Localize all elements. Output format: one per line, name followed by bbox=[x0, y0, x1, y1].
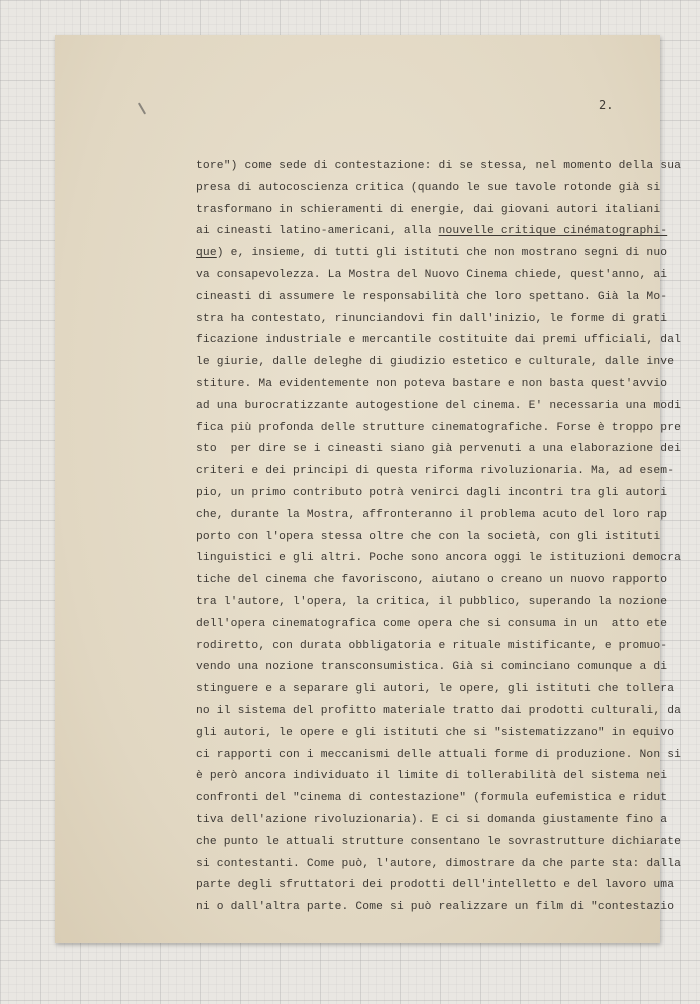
text-line bbox=[196, 439, 696, 461]
text-line bbox=[196, 265, 696, 287]
text-segment: no il sistema del profitto materiale tratto dai prodotti culturali, da bbox=[196, 704, 682, 717]
text-line bbox=[196, 745, 696, 767]
text-line bbox=[196, 243, 696, 265]
text-segment: linguistici e gli altri. Poche sono ancora oggi le istituzioni democra bbox=[196, 552, 682, 565]
text-segment: vendo una nozione transconsumistica. Già si cominciano comunque a di bbox=[196, 661, 668, 674]
text-line bbox=[196, 723, 696, 745]
text-segment: tiche del cinema che favoriscono, aiutano o creano un nuovo rapporto bbox=[196, 574, 668, 587]
text-line bbox=[196, 548, 696, 570]
text-segment: ci rapporti con i meccanismi delle attuali forme di produzione. Non si bbox=[196, 748, 682, 761]
text-segment: parte degli sfruttatori dei prodotti dell'intelletto e del lavoro uma bbox=[196, 879, 675, 892]
text-segment: è però ancora individuato il limite di tollerabilità del sistema nei bbox=[196, 770, 668, 783]
text-segment: le giurie, dalle deleghe di giudizio estetico e culturale, dalle inve bbox=[196, 356, 675, 369]
text-segment: cineasti di assumere le responsabilità che loro spettano. Già la Mo- bbox=[196, 290, 668, 303]
text-line bbox=[196, 701, 696, 723]
text-segment: ) e, insieme, di tutti gli istituti che non mostrano segni di nuo bbox=[216, 247, 668, 260]
text-line bbox=[196, 636, 696, 658]
text-line bbox=[196, 527, 696, 549]
text-line bbox=[196, 330, 696, 352]
text-line bbox=[196, 396, 696, 418]
text-segment: dell'opera cinematografica come opera che si consuma in un atto ete bbox=[196, 617, 668, 630]
text-line bbox=[196, 897, 696, 919]
text-line bbox=[196, 461, 696, 483]
text-segment: va consapevolezza. La Mostra del Nuovo Cinema chiede, quest'anno, ai bbox=[196, 268, 668, 281]
typewritten-text bbox=[196, 156, 696, 919]
text-segment: presa di autocoscienza critica (quando le sue tavole rotonde già si bbox=[196, 181, 661, 194]
text-line bbox=[196, 788, 696, 810]
text-segment: porto con l'opera stessa oltre che con la società, con gli istituti bbox=[196, 530, 661, 543]
text-line bbox=[196, 418, 696, 440]
text-line bbox=[196, 221, 696, 243]
text-segment: gli autori, le opere e gli istituti che si "sistematizzano" in equivo bbox=[196, 726, 675, 739]
typed-page bbox=[55, 35, 682, 943]
text-line bbox=[196, 810, 696, 832]
text-line bbox=[196, 766, 696, 788]
text-segment: tore") come sede di contestazione: di se stessa, nel momento della sua bbox=[196, 160, 682, 172]
text-segment: sto per dire se i cineasti siano già pervenuti a una elaborazione dei bbox=[196, 443, 682, 456]
text-segment: pio, un primo contributo potrà venirci dagli incontri tra gli autori bbox=[196, 486, 668, 499]
text-segment: stra ha contestato, rinunciandovi fin dall'inizio, le forme di grati bbox=[196, 312, 668, 325]
text-line bbox=[196, 309, 696, 331]
pencil-mark bbox=[138, 102, 146, 114]
text-line bbox=[196, 832, 696, 854]
text-line bbox=[196, 352, 696, 374]
text-segment: trasformano in schieramenti di energie, dai giovani autori italiani bbox=[196, 203, 661, 216]
text-segment: tra l'autore, l'opera, la critica, il pubblico, superando la nozione bbox=[196, 595, 668, 608]
text-line bbox=[196, 614, 696, 636]
underlined-segment: que bbox=[196, 247, 217, 260]
text-segment: stinguere e a separare gli autori, le opere, gli istituti che tollera bbox=[196, 683, 675, 696]
text-segment: ficazione industriale e mercantile costituite dai premi ufficiali, dal bbox=[196, 334, 682, 347]
text-line bbox=[196, 483, 696, 505]
text-segment: che punto le attuali strutture consentano le sovrastrutture dichiarate bbox=[196, 835, 682, 848]
text-line bbox=[196, 657, 696, 679]
text-line bbox=[196, 875, 696, 897]
text-segment: ni o dall'altra parte. Come si può realizzare un film di "contestazio bbox=[196, 901, 675, 914]
page-number: 2. bbox=[599, 98, 614, 112]
text-line bbox=[196, 854, 696, 876]
text-line bbox=[196, 287, 696, 309]
text-line bbox=[196, 374, 696, 396]
text-line bbox=[196, 156, 696, 178]
underlined-segment: nouvelle critique cinématographi- bbox=[438, 225, 668, 238]
text-segment: ad una burocratizzante autogestione del cinema. E' necessaria una modi bbox=[196, 399, 682, 412]
text-line bbox=[196, 178, 696, 200]
text-segment: stiture. Ma evidentemente non poteva bastare e non basta quest'avvio bbox=[196, 377, 668, 390]
text-line bbox=[196, 679, 696, 701]
text-line bbox=[196, 570, 696, 592]
text-segment: criteri e dei principi di questa riforma rivoluzionaria. Ma, ad esem- bbox=[196, 465, 675, 478]
text-line bbox=[196, 505, 696, 527]
text-segment: rodiretto, con durata obbligatoria e rituale mistificante, e promuo- bbox=[196, 639, 668, 652]
text-line bbox=[196, 200, 696, 222]
text-segment: confronti del "cinema di contestazione" (formula eufemistica e ridut bbox=[196, 792, 668, 805]
text-segment: che, durante la Mostra, affronteranno il problema acuto del loro rap bbox=[196, 508, 668, 521]
text-segment: si contestanti. Come può, l'autore, dimostrare da che parte sta: dalla bbox=[196, 857, 682, 870]
text-segment: ai cineasti latino-americani, alla bbox=[196, 225, 439, 238]
text-segment: tiva dell'azione rivoluzionaria). E ci si domanda giustamente fino a bbox=[196, 813, 668, 826]
text-segment: fica più profonda delle strutture cinematografiche. Forse è troppo pre bbox=[196, 421, 682, 434]
text-line bbox=[196, 592, 696, 614]
